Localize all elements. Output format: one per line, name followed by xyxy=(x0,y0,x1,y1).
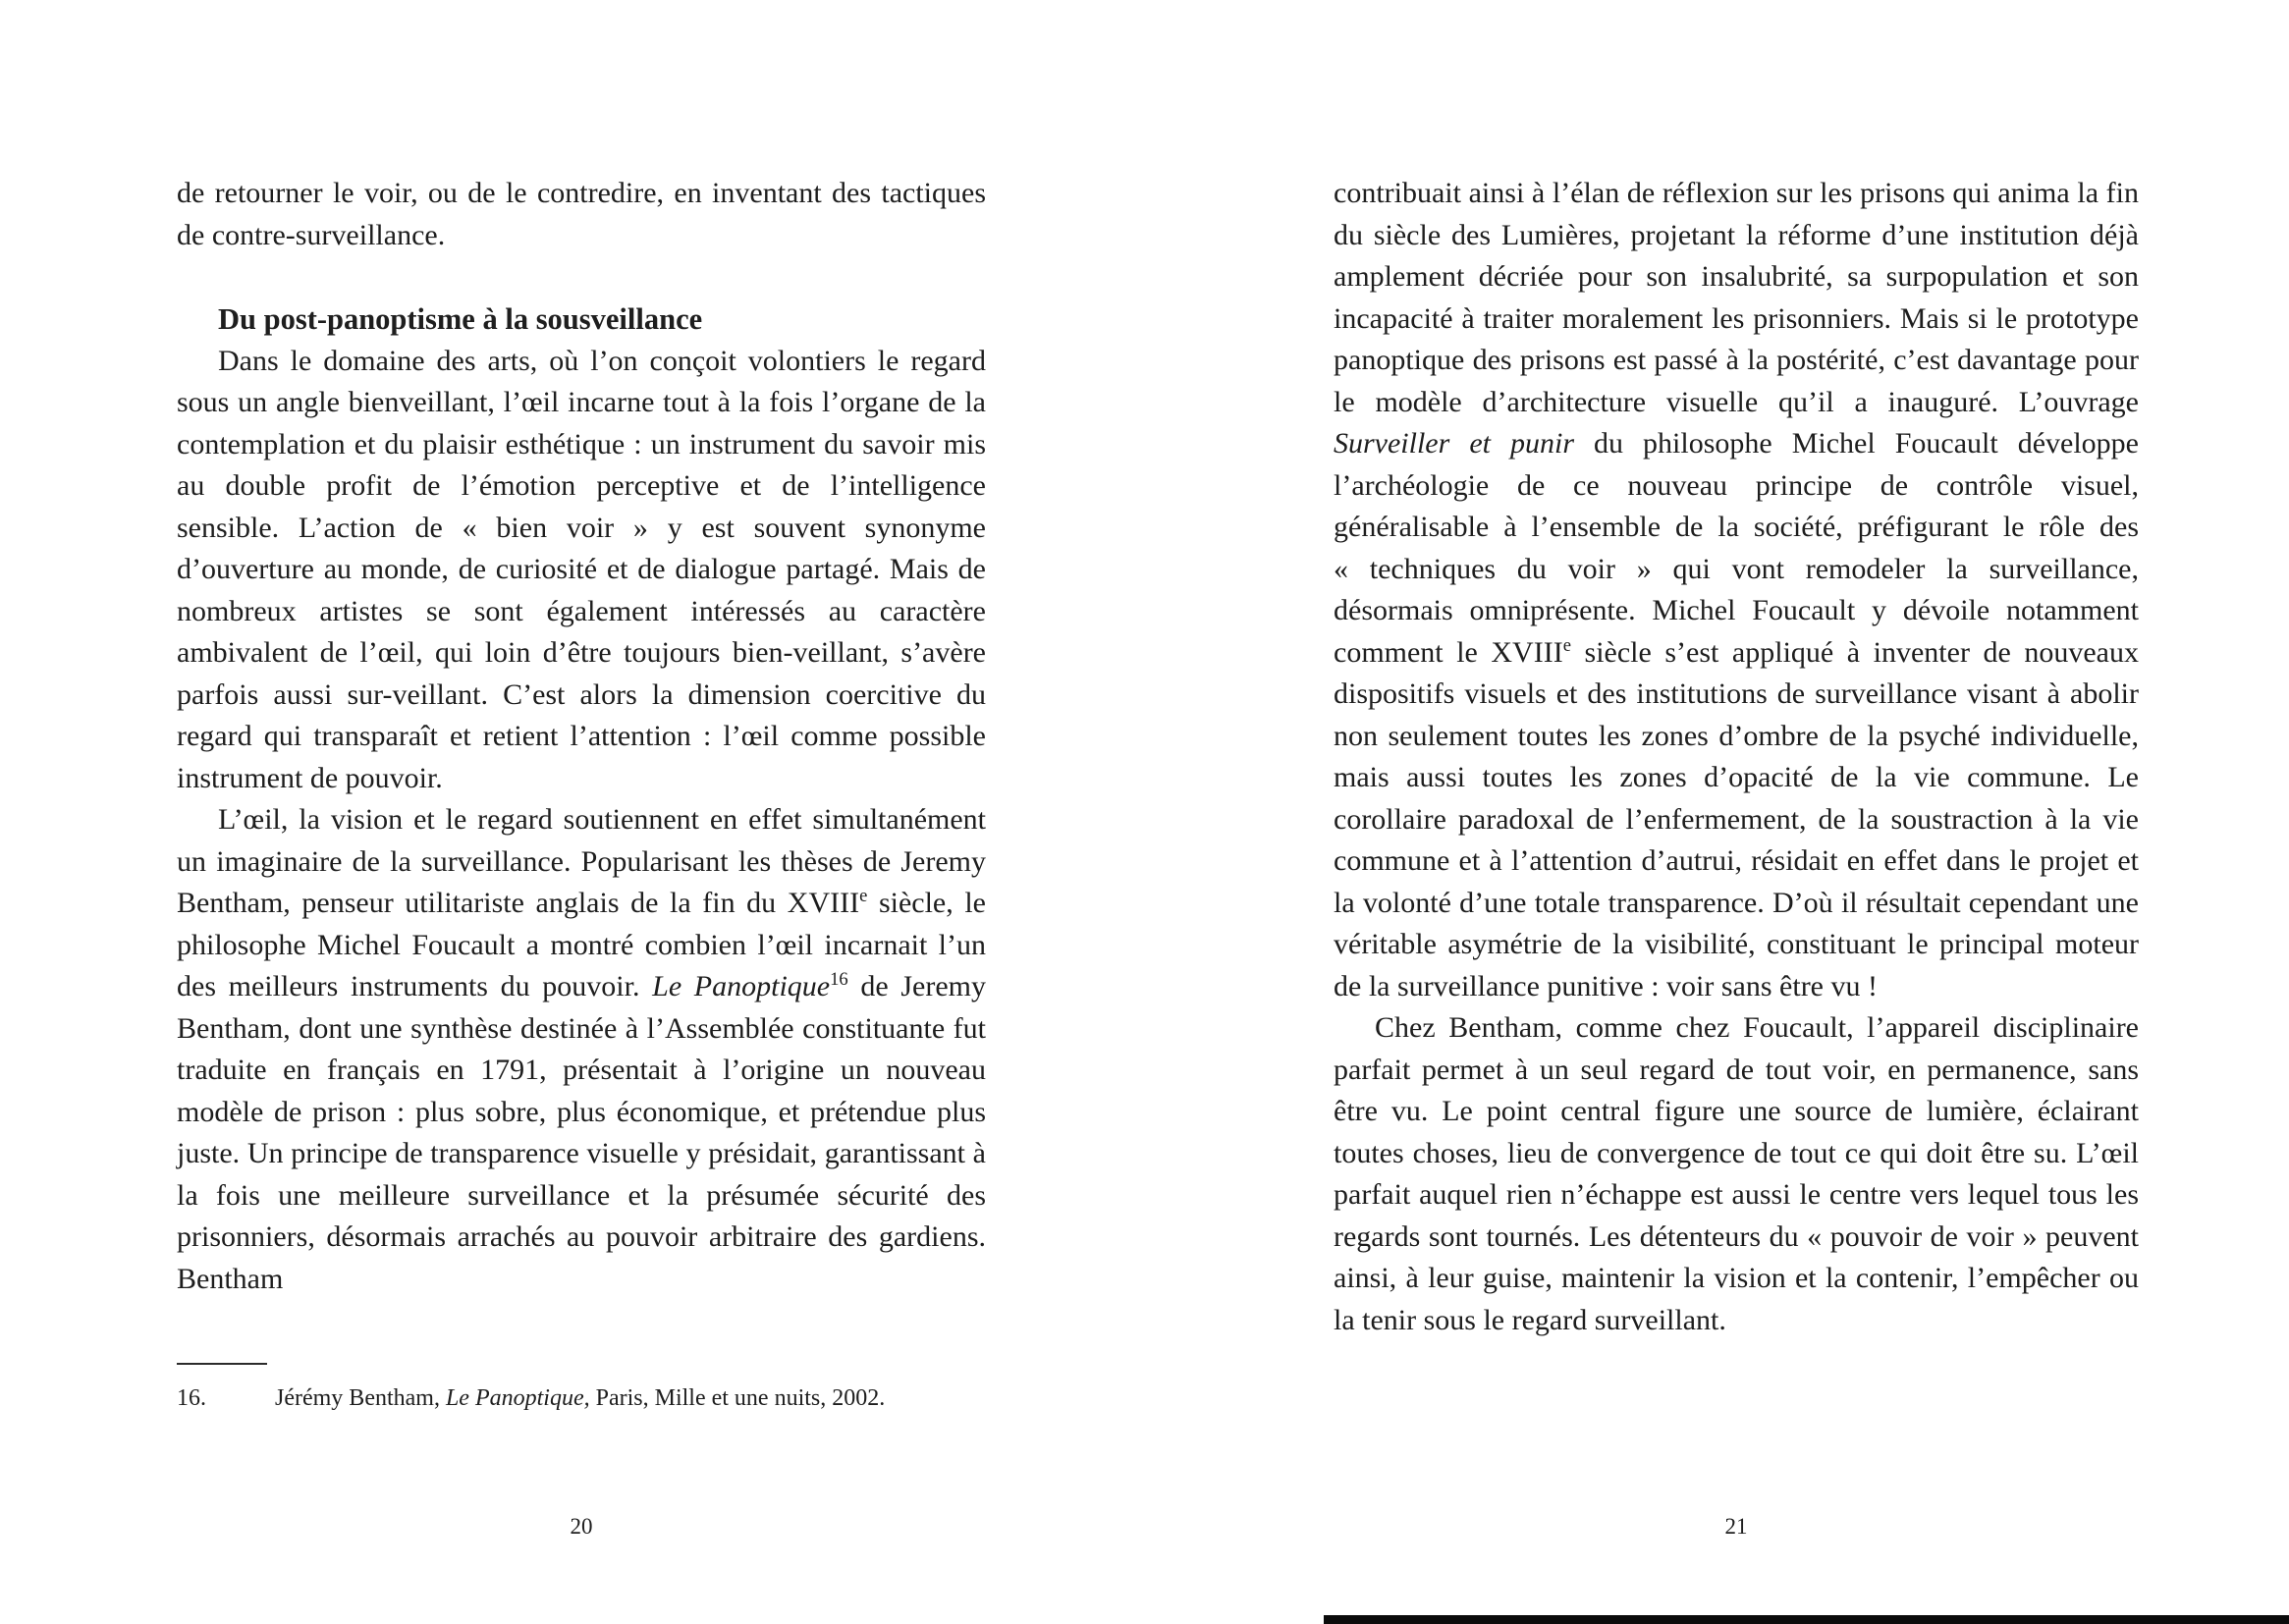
paragraph-continuation: de retourner le voir, ou de le contredire, en inventant des tactiques de contre-surveillance. xyxy=(177,177,986,251)
paragraph: Dans le domaine des arts, où l’on conçoit volontiers le regard sous un angle bienveillant, l’œil incarne tout à la fois l’organe de la contemplation et du plaisir esthétique : un instrument du savoir mis au double profit de l’émotion perceptive et de l’intelligence sensible. L’action de « bien voir » y est souvent synonyme d’ouverture au monde, de curiosité et de dialogue partagé. Mais de nombreux artistes se sont également intéressés au caractère ambivalent de l’œil, qui loin d’être toujours bien-veillant, s’avère parfois aussi sur-veillant. C’est alors la dimension coercitive du regard qui transparaît et retient l’attention : l’œil comme possible instrument de pouvoir. xyxy=(177,344,986,794)
paragraph: L’œil, la vision et le regard soutiennent en effet simultanément un imaginaire de la surveillance. Popularisant les thèses de Jeremy Bentham, penseur utilitariste anglais de la fin du XVIIIe siècle, le philosophe Michel Foucault a montré combien l’œil incarnait l’un des meilleurs instruments du pouvoir. Le Panoptique$^{16}$ de Jeremy Bentham, dont une synthèse destinée à l’Assemblée constituante fut traduite en français en 1791, présentait à l’origine un nouveau modèle de prison : plus sobre, plus économique, et prétendue plus juste. Un principe de transparence visuelle y présidait, garantissant à la fois une meilleure surveillance et la présumée sécurité des prisonniers, désormais arrachés au pouvoir arbitraire des gardiens. Bentham xyxy=(177,803,987,1295)
paragraph-continuation: contribuait ainsi à l’élan de réflexion sur les prisons qui anima la fin du siècle des Lumières, projetant la réforme d’une institution déjà amplement décriée pour son insalubrité, sa surpopulation et son incapacité à traiter moralement les prisonniers. Mais si le prototype panoptique des prisons est passé à la postérité, c’est davantage pour le modèle d’architecture visuelle qu’il a inauguré. L’ouvrage Surveiller et punir du philosophe Michel Foucault développe l’archéologie de ce nouveau principe de contrôle visuel, généralisable à l’ensemble de la société, préfigurant le rôle des « techniques du voir » qui vont remodeler la surveillance, désormais omniprésente. Michel Foucault y dévoile notamment comment le XVIIIe siècle s’est appliqué à inventer de nouveaux dispositifs visuels et des institutions de surveillance visant à abolir non seulement toutes les zones d’ombre de la psyché individuelle, mais aussi toutes les zones d’opacité de la vie commune. Le corollaire paradoxal de l’enfermement, de la soustraction à la vie commune et à l’attention d’autrui, résidait en effet dans le projet et la volonté d’une totale transparence. D’où il résultait cependant une véritable asymétrie de la visibilité, constituant le principal moteur de la surveillance punitive : voir sans être vu ! xyxy=(1334,177,2139,1002)
right-page-text-column xyxy=(1334,173,2139,1341)
footnote-number: 16. xyxy=(177,1385,206,1411)
scan-edge-artifact xyxy=(1324,1615,2289,1624)
footnote-separator xyxy=(177,1363,267,1365)
page-number-left: 20 xyxy=(570,1514,593,1539)
section-heading: Du post-panoptisme à la sousveillance xyxy=(218,302,703,336)
paragraph: Chez Bentham, comme chez Foucault, l’appareil disciplinaire parfait permet à un seul regard de tout voir, en permanence, sans être vu. Le point central figure une source de lumière, éclairant toutes choses, lieu de convergence de tout ce qui doit être su. L’œil parfait auquel rien n’échappe est aussi le centre vers lequel tous les regards sont tournés. Les détenteurs du « pouvoir de voir » peuvent ainsi, à leur guise, maintenir la vision et la contenir, l’empêcher ou la tenir sous le regard surveillant. xyxy=(1334,1011,2139,1336)
footnote xyxy=(177,1363,986,1414)
footnote-content: Jérémy Bentham, Le Panoptique, Paris, Mille et une nuits, 2002. xyxy=(275,1385,886,1411)
left-page-text-column xyxy=(177,173,986,1300)
footnote-text xyxy=(177,1382,986,1414)
page-number-right: 21 xyxy=(1724,1514,1748,1539)
